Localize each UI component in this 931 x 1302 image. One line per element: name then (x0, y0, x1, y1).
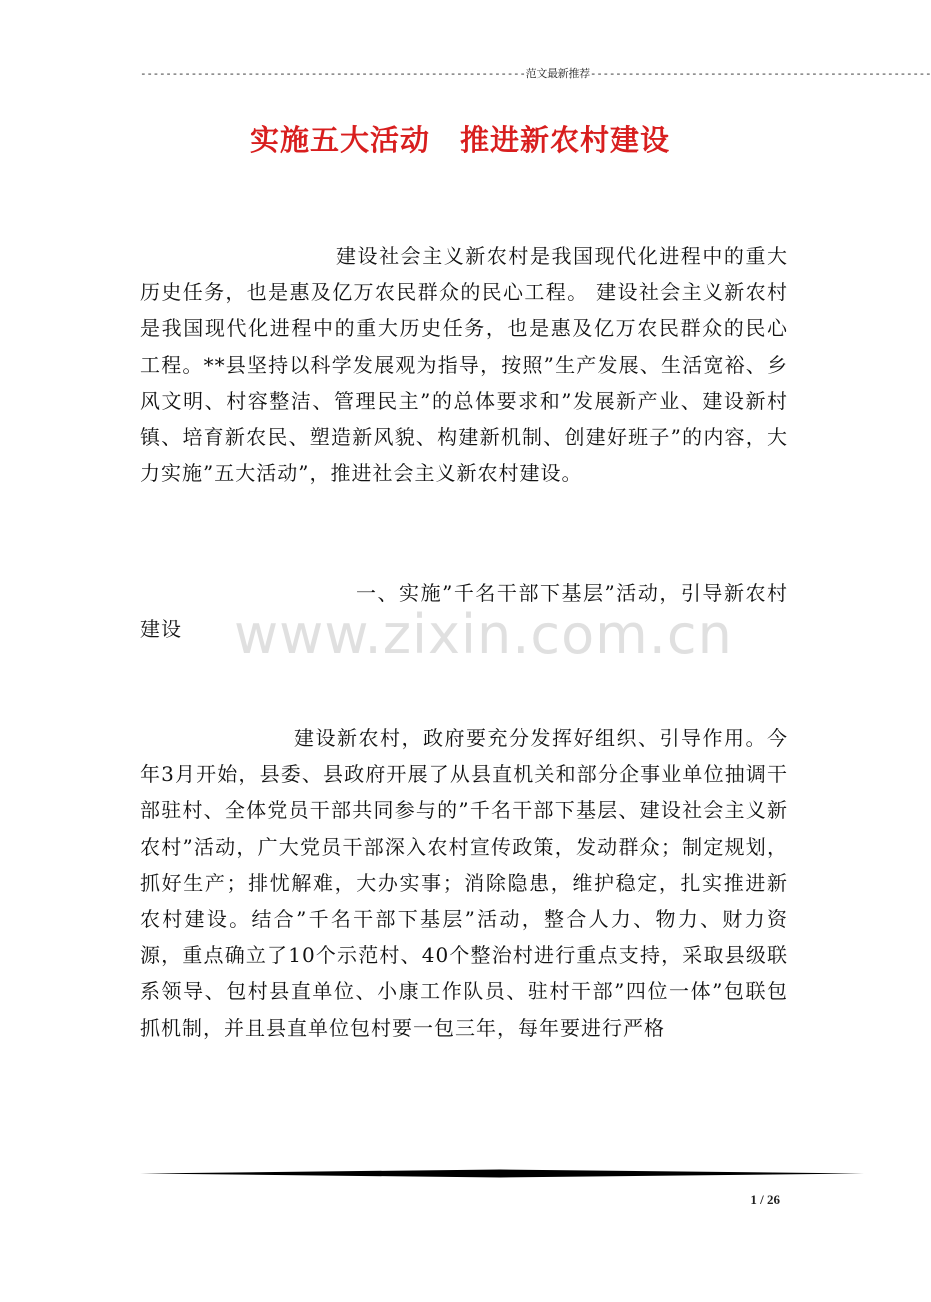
watermark: www.zixin.com.cn (234, 603, 733, 666)
footer-divider (140, 1169, 864, 1178)
paragraph-intro: 建设社会主义新农村是我国现代化进程中的重大历史任务，也是惠及亿万农民群众的民心工程。 建设社会主义新农村是我国现代化进程中的重大历史任务，也是惠及亿万农民群众的民心工程。**县坚持以科学发展观为指导，按照”生产发展、生活宽裕、乡风文明、村容整洁、管理民主”的总体要求和”发展新产业、建设新村镇、培育新农民、塑造新风貌、构建新机制、创建好班子”的内容，大力实施”五大活动”，推进社会主义新农村建设。 (140, 244, 788, 486)
paragraph-section-1: 建设新农村，政府要充分发挥好组织、引导作用。今年3月开始，县委、县政府开展了从县直机关和部分企事业单位抽调干部驻村、全体党员干部共同参与的”千名干部下基层、建设社会主义新农村”活动，广大党员干部深入农村宣传政策，发动群众；制定规划，抓好生产；排忧解难，大办实事；消除隐患，维护稳定，扎实推进新农村建设。结合”千名干部下基层”活动，整合人力、物力、财力资源，重点确立了10个示范村、40个整治村进行重点支持，采取县级联系领导、包村县直单位、小康工作队员、驻村干部”四位一体”包联包抓机制，并且县直单位包村要一包三年，每年要进行严格 (140, 726, 788, 1040)
document-title: 实施五大活动 推进新农村建设 (249, 123, 670, 157)
header-banner: -------------------------------------------------------------范文最新推荐------------------------------------------------------ (140, 67, 931, 80)
page-number: 1 / 26 (750, 1192, 780, 1207)
section-heading-1: 一、实施”千名干部下基层”活动，引导新农村建设 (140, 581, 788, 642)
